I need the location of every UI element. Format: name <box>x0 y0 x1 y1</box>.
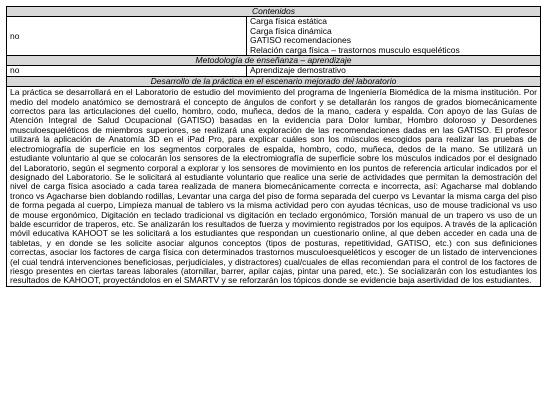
lesson-plan-table <box>6 6 541 287</box>
contenidos-left-cell: no <box>7 17 247 56</box>
desarrollo-header: Desarrollo de la práctica en el escenario mejorado del laboratorio <box>7 76 541 86</box>
metodologia-value: Aprendizaje demostrativo <box>247 66 541 76</box>
metodologia-header: Metodología de enseñanza – aprendizaje <box>7 56 541 66</box>
contenidos-header: Contenidos <box>7 7 541 17</box>
desarrollo-paragraph: La práctica se desarrollará en el Laboratorio de estudio del movimiento del programa de Ingeniería Biomédica de la misma institución. Por medio del modelo anatómico se demostrará el concepto de ángulos de confort y se detallarán los rangos de grados biomecánicamente correctos para las articulaciones del cuello, hombro, codo, muñeca, dedos de la mano, cadera y espalda. Con apoyo de las Guías de Atención Integral de Salud Ocupacional (GATISO) basadas en la evidencia para Dolor lumbar, Hombro doloroso y Desordenes musculoesqueléticos de miembros superiores, se realizará una exploración de las recomendaciones dadas en las GATISO. El profesor utilizará la aplicación de Anatomía 3D en el iPad Pro, para explicar cuáles son los músculos escogidos para realizar las pruebas de electromiografía de superficie en los segmentos corporales de espalda, hombro, codo, muñeca, dedos de la mano. Se utilizará un estudiante voluntario al que se colocarán los sensores de la electromiografía de superficie sobre los músculos indicados por el designado del Laboratorio, según el segmento corporal a explorar y los sensores de movimiento en los puntos de referencia articular indicados por el designado del Laboratorio. Se le solicitará al estudiante voluntario que realice una serie de actividades que permitan la demostración del nivel de carga física asociado a cada tarea realizada de manera biomecánicamente correcta e incorrecta, así: Agacharse mal doblando tronco vs Agacharse bien doblando rodillas, Levantar una carga del piso de forma separada del cuerpo vs Levantar la misma carga del piso de forma pegada al cuerpo, Limpieza manual de tablero vs la misma actividad pero con ayudas técnicas, uso de mouse tradicional vs uso de mouse ergonómico, Digitación en teclado tradicional vs digitación en teclado ergonómico, Torsión manual de un trapero vs uso de un balde escurridor de traperos, etc. Se analizarán los resultados de fuerza y movimiento registrados por los equipos. A través de la aplicación móvil educativa KAHOOT se les solicitará a los estudiantes que respondan un cuestionario online, al que deben acceder en cada una de tabletas, y en donde se les solicite asociar algunos conceptos (tipos de posturas, repetitividad, GATISO, etc.) con sus definiciones correctas, asociar los factores de carga física con determinados trastornos musculoesqueléticos y escoger de un listado de intervenciones (el cual tendrá intervenciones beneficiosas, perjudiciales, y distractores) cual/cuales de ellas recomiendan para el control de los factores de riesgo presentes en ciertas tareas laborales (atornillar, barrer, apilar cajas, pintar una pared, etc.). Se socializarán con los estudiantes los resultados de KAHOOT, proyectándolos en el SMARTV y se reforzarán los tópicos donde se evidencie baja asertividad de los estudiantes. <box>7 87 541 287</box>
metodologia-row <box>7 66 541 76</box>
metodologia-header-row <box>7 56 541 66</box>
contenido-item: Relación carga física – trastornos musculo esqueléticos <box>250 44 460 55</box>
desarrollo-header-row <box>7 76 541 86</box>
contenido-item: GATISO recomendaciones <box>250 35 351 46</box>
metodologia-left-cell: no <box>7 66 247 76</box>
contenidos-header-row <box>7 7 541 17</box>
contenido-item: Carga física dinámica <box>250 25 332 36</box>
contenidos-row <box>7 17 541 56</box>
contenidos-list <box>247 17 541 56</box>
contenido-item: Carga física estática <box>250 16 328 27</box>
desarrollo-row <box>7 87 541 287</box>
